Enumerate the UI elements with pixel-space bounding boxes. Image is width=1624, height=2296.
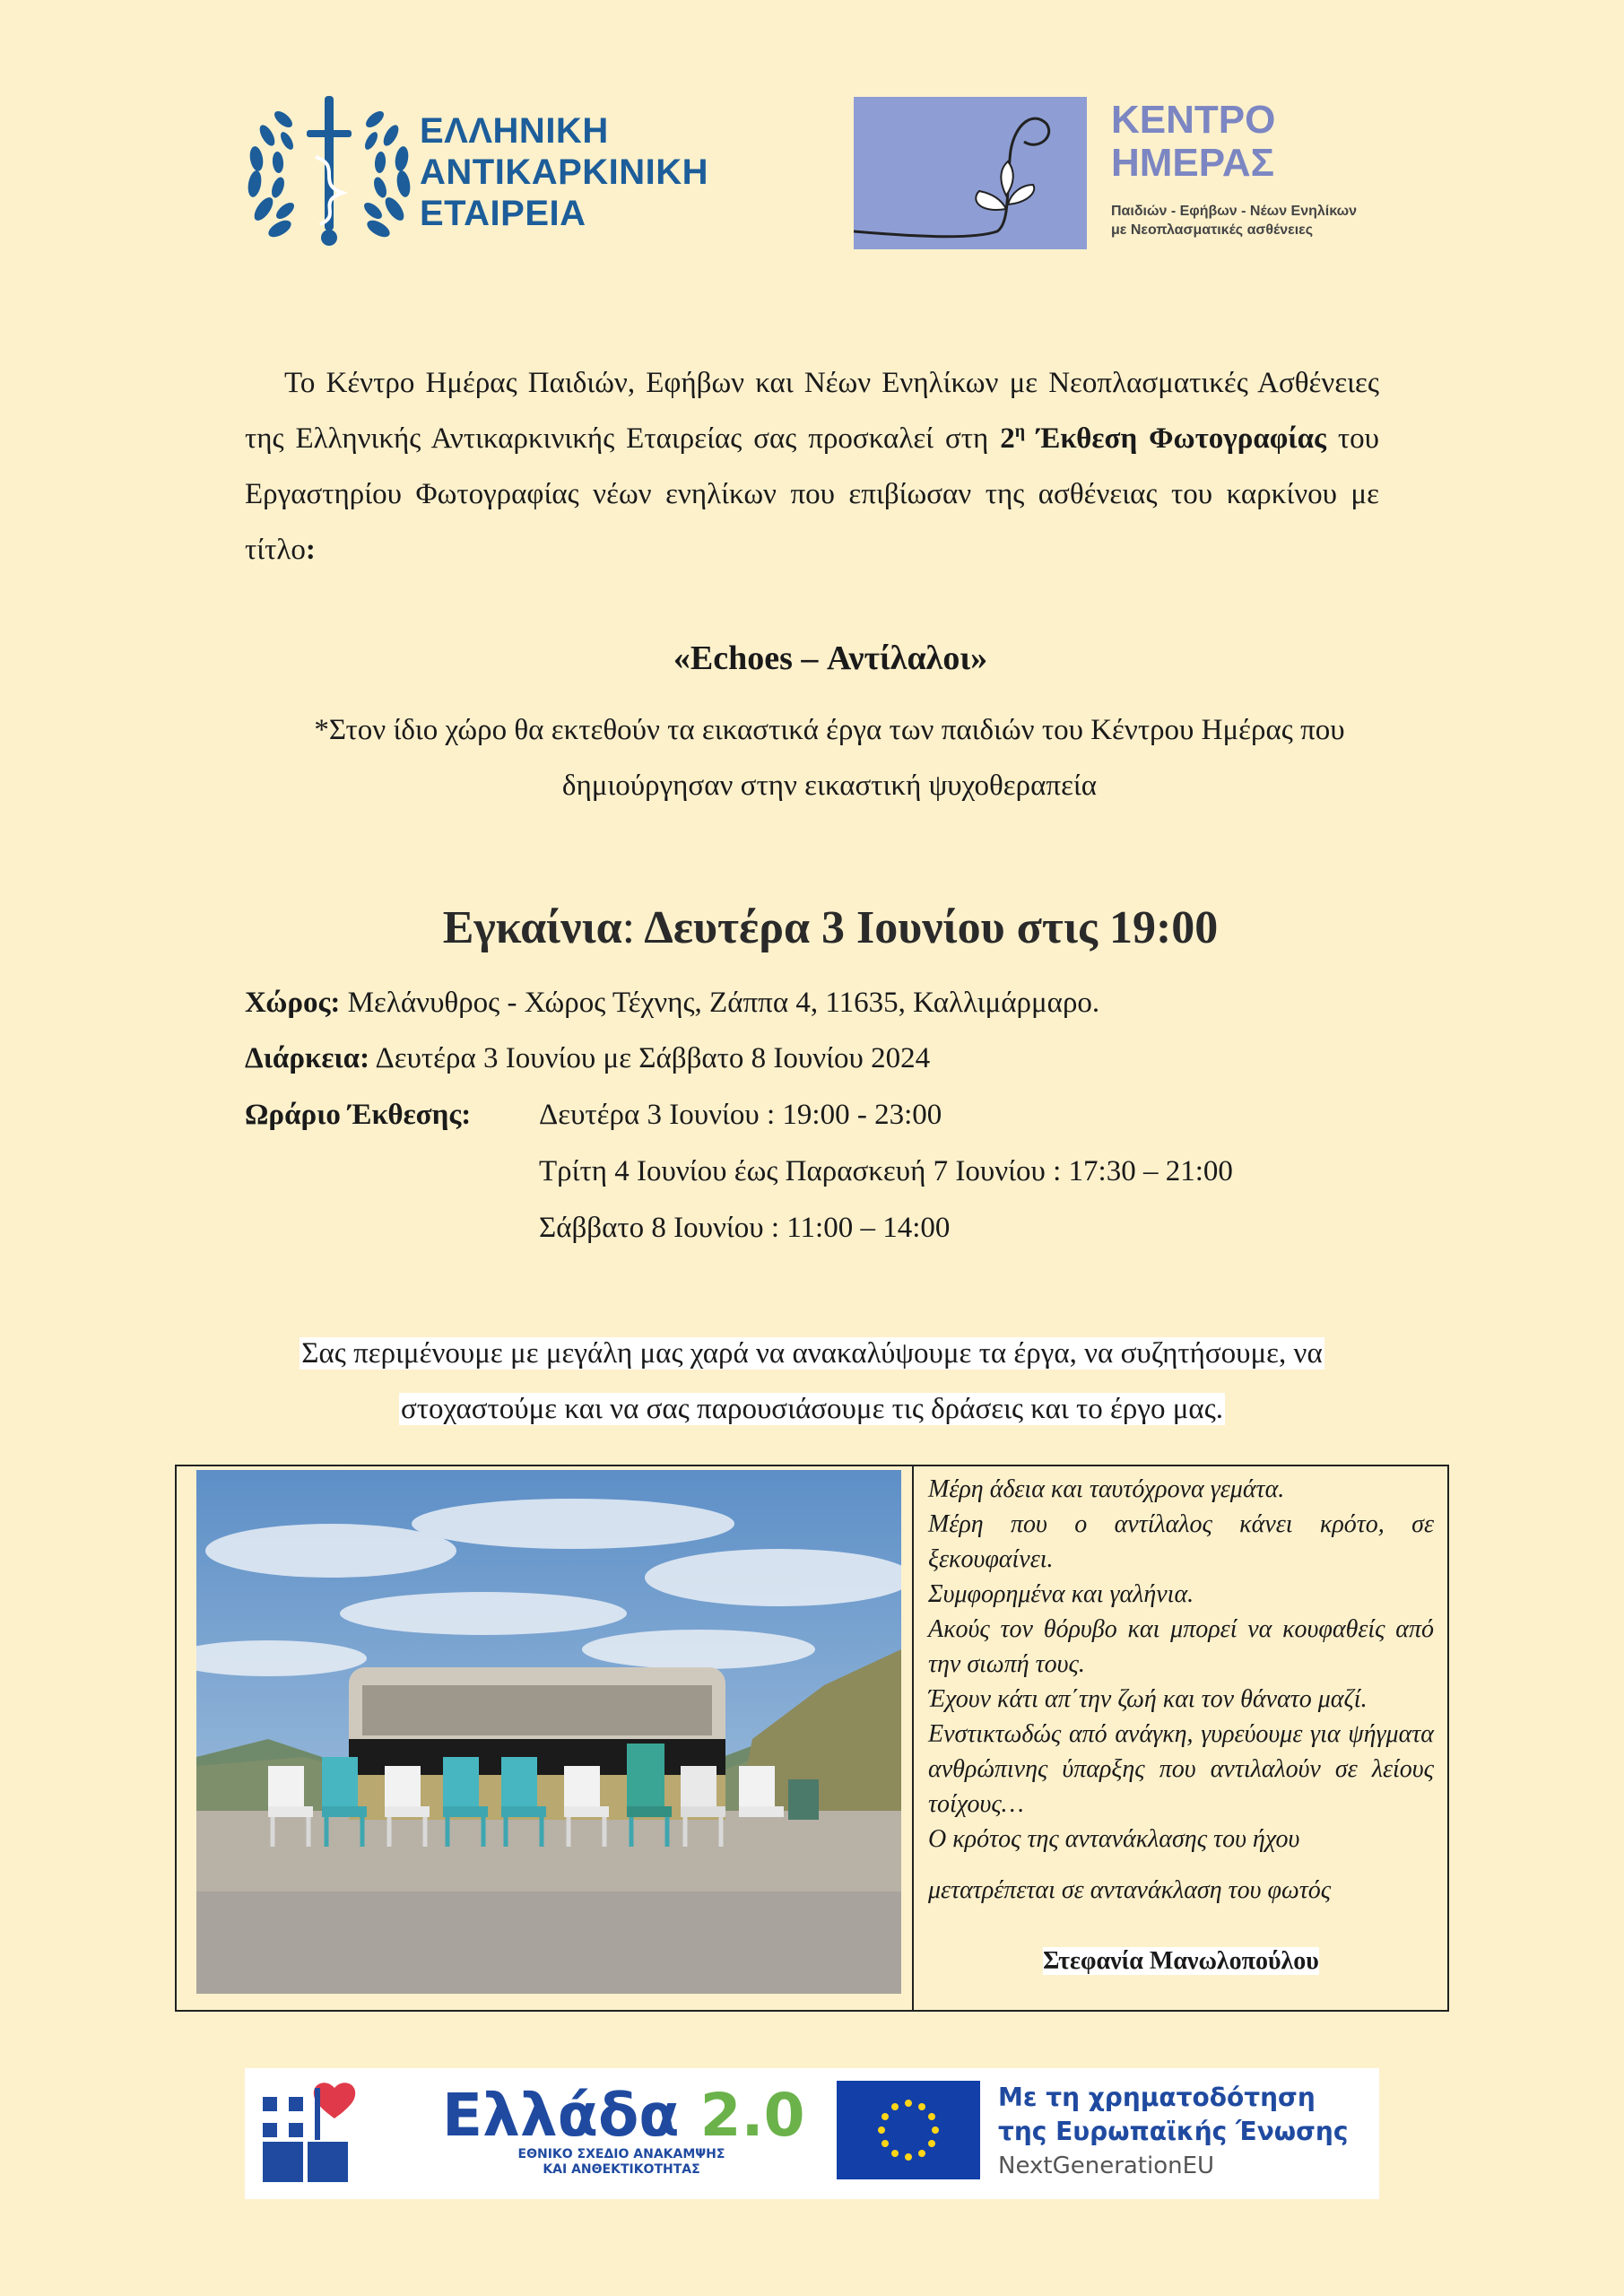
duration-row: [245, 1042, 930, 1075]
greece-2-0-wordmark: [442, 2081, 819, 2150]
eu-flag-icon: [837, 2081, 980, 2179]
greece-2-0-logo: [442, 2081, 819, 2183]
opening-heading: [245, 901, 1416, 954]
sprout-icon: [854, 97, 1087, 249]
welcome-line: στοχαστούμε και να σας παρουσιάσουμε τις δράσεις και το έργο μας.: [400, 1393, 1224, 1425]
photo-chairs-illustration: [196, 1470, 901, 1994]
kentro-logo-box: [854, 97, 1087, 249]
ministry-logo: [263, 2079, 370, 2190]
greece-word: Ελλάδα: [442, 2081, 700, 2150]
box-divider: [912, 1466, 914, 2010]
opening-colon: :: [621, 902, 636, 953]
hours-line: Τρίτη 4 Ιουνίου έως Παρασκευή 7 Ιουνίου : 17:30 – 21:00: [539, 1155, 1233, 1187]
venue-label: Χώρος:: [245, 987, 341, 1019]
poem-author: Στεφανία Μανωλοπούλου: [1043, 1947, 1319, 1975]
intro-colon: :: [305, 534, 316, 566]
greece-2-0-subtitle: ΕΘΝΙΚΟ ΣΧΕΔΙΟ ΑΝΑΚΑΜΨΗΣ ΚΑΙ ΑΝΘΕΚΤΙΚΟΤΗΤΑΣ: [517, 2147, 725, 2177]
exhibition-title: «Echoes – Αντίλαλοι»: [673, 639, 988, 677]
hcs-logo-text: ΕΛΛΗΝΙΚΗ ΑΝΤΙΚΑΡΚΙΝΙΚΗ ΕΤΑΙΡΕΙΑ: [420, 111, 709, 233]
poem-line: Ενστικτωδώς από ανάγκη, γυρεύουμε για ψήγματα ανθρώπινης ύπαρξης που αντιλαλούν σε λείους τοίχους…: [928, 1720, 1434, 1818]
hours-line: Δευτέρα 3 Ιουνίου : 19:00 - 23:00: [539, 1099, 942, 1131]
greece-num: 2.0: [699, 2081, 805, 2150]
intro-paragraph: [245, 355, 1379, 578]
eu-funding-text: Με τη χρηματοδότηση της Ευρωπαϊκής Ένωσης: [998, 2083, 1349, 2146]
intro-bold-title: [1000, 422, 1326, 455]
intro-bold-sup: η: [1014, 422, 1026, 441]
poem: [928, 1472, 1434, 1908]
welcome-line: Σας περιμένουμε με μεγάλη μας χαρά να ανακαλύψουμε τα έργα, να συζητήσουμε, να: [301, 1337, 1323, 1370]
intro-bold-text: Έκθεση Φωτογραφίας: [1025, 422, 1326, 455]
poem-last-line: μετατρέπεται σε αντανάκλαση του φωτός: [928, 1876, 1332, 1904]
poem-line: Έχουν κάτι απ΄την ζωή και τον θάνατο μαζί.: [928, 1685, 1368, 1713]
exhibition-photo: [196, 1470, 901, 1994]
exhibition-note: *Στον ίδιο χώρο θα εκτεθούν τα εικαστικά έργα των παιδιών του Κέντρου Ημέρας που δημιούργησαν στην εικαστική ψυχοθεραπεία: [314, 714, 1345, 802]
poem-line: Μέρη άδεια και ταυτόχρονα γεμάτα.: [928, 1475, 1285, 1503]
welcome-message: [135, 1326, 1489, 1437]
poem-line: Ακούς τον θόρυβο και μπορεί να κουφαθείς από την σιωπή τους.: [928, 1615, 1434, 1678]
laurel-sword-icon: [244, 94, 414, 251]
kentro-title: ΚΕΝΤΡΟ ΗΜΕΡΑΣ: [1111, 98, 1276, 185]
opening-label: Εγκαίνια: [442, 902, 622, 953]
ministry-health-icon: [263, 2079, 370, 2190]
poem-line: Ο κρότος της αντανάκλασης του ήχου: [928, 1825, 1300, 1853]
hours-label: Ωράριο Έκθεσης:: [245, 1099, 472, 1131]
hours-line: Σάββατο 8 Ιουνίου : 11:00 – 14:00: [539, 1212, 951, 1244]
opening-value: Δευτέρα 3 Ιουνίου στις 19:00: [635, 902, 1219, 953]
duration-value: Δευτέρα 3 Ιουνίου με Σάββατο 8 Ιουνίου 2024: [369, 1042, 931, 1074]
poem-line: Μέρη που ο αντίλαλος κάνει κρότο, σε ξεκουφαίνει.: [928, 1510, 1434, 1573]
kentro-subtitle: Παιδιών - Εφήβων - Νέων Ενηλίκων με Νεοπλασματικές ασθένειες: [1111, 204, 1358, 238]
intro-bold-num: 2: [1000, 422, 1015, 455]
venue-value: Μελάνυθρος - Χώρος Τέχνης, Ζάππα 4, 11635, Καλλιμάρμαρο.: [340, 987, 1100, 1019]
intro-part1: Το Κέντρο Ημέρας Παιδιών, Εφήβων και Νέων Ενηλίκων με Νεοπλασματικές Ασθένειες της Ελληνικής Αντικαρκινικής Εταιρείας σας προσκαλεί στη: [245, 367, 1379, 455]
duration-label: Διάρκεια:: [245, 1042, 370, 1074]
funding-banner: [245, 2068, 1379, 2199]
venue-row: [245, 987, 1099, 1020]
intro-part2: του Εργαστηρίου Φωτογραφίας νέων ενηλίκων που επιβίωσαν της ασθένειας του καρκίνου με τίτλο: [245, 422, 1379, 566]
hcs-logo: [244, 94, 746, 251]
photo-poem-box: [175, 1465, 1449, 2012]
next-generation-eu: NextGenerationEU: [998, 2152, 1215, 2179]
poem-line: Συμφορημένα και γαλήνια.: [928, 1580, 1194, 1608]
kentro-logo: [854, 97, 1378, 249]
